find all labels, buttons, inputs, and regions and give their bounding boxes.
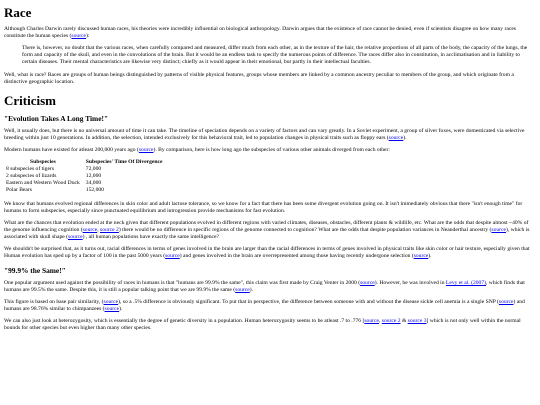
base-pair-source-link[interactable]: source [103, 299, 119, 305]
heterozygosity-source-2-link[interactable]: source 2 [381, 318, 401, 324]
table-row [6, 173, 168, 180]
race-definition-paragraph: Well, what is race? Races are groups of human beings distinguished by patterns of visible physical features, groups whose members are linked by a common ancestry peculiar to members of the group, and which originate from a distinctive geographic location. [4, 72, 514, 85]
table-header-cell: Subspecies' Time Of Divergence [85, 159, 163, 165]
evolution-speed-source-link[interactable]: source [165, 253, 180, 259]
venter-source-link[interactable]: source [360, 280, 375, 286]
same-paragraph-1: One popular argument used against the possibility of races in humans is that "humans are 99.9% the same", this claim was first made by Craig Venter in 2000 (source). However, he was involved in Levy et al. (2007), which finds that humans are 99.5% the same. Despite this, it is still a popular talking point that we are 99.9% the same (source). [4, 280, 525, 293]
subspecies-table [6, 159, 168, 194]
skull-shape-source-link[interactable]: source [68, 234, 83, 240]
same-paragraph-2: This figure is based on base pair similarity, (source), so a .5% difference is obviously significant. To put that in perspective, the difference between someone with and without the disease sickle cell anemia is a single SNP (source) and humans are 98.76% similar to chimpanzees (source). [4, 299, 525, 312]
table-cell: 8 subspecies of tigers [6, 166, 55, 172]
table-header-cell: Subspecies [29, 159, 56, 165]
table-row [6, 166, 168, 173]
snp-source-link[interactable]: source [498, 299, 514, 305]
levy-2007-link[interactable]: Levy et al. (2007) [445, 280, 486, 286]
table-cell: Polar Bears [6, 187, 32, 193]
heterozygosity-source-link[interactable]: source [364, 318, 379, 324]
table-cell: 72,000 [85, 166, 102, 172]
modern-humans-source-link[interactable]: source [138, 147, 154, 153]
table-cell: 2 subspecies of lizards [6, 173, 57, 179]
evolution-paragraph-3: We know that humans evolved regional differences in skin color and adult lactose tolerance, so we know for a fact that there has been some divergent evolution going on. It isn't immediately obvious that there "isn't enough time" for humans to form subspecies, especially since punctuated equilibrium and introgression provide mechanisms for fast evolution. [4, 201, 523, 214]
talking-point-source-link[interactable]: source [235, 287, 250, 293]
evolution-paragraph-4: What are the chances that evolution ended at the neck given that different populations evolved in different regions with varied climates, diseases, obstacles, different plants & wildlife, etc. What are the odds that despite almost ~40% of the genome influencing cognition (source, source 2) there would be no difference in specific regions of the genome connected to cognition? What are the odds that despite population variances in Neanderthal ancestry (source), which is associated with skull shape (source) , all human populations have exactly the same intelligence? [4, 220, 530, 240]
same-paragraph-3: We can also just look at heterozygosity, which is essentially the degree of genetic diversity in a population. Human heterozygosity seems to be atleast .7 to .776 [source, source 2 & source 3] which is not only well within the normal bounds for other species but even higher than many other species. [4, 318, 521, 331]
heterozygosity-source-3-link[interactable]: source 3 [407, 318, 427, 324]
evolution-paragraph-2: Modern humans have existed for atleast 200,000 years ago (source). By comparison, here is how long ago the subspecies of various other animals diverged from each other: [4, 147, 390, 153]
table-cell: Eastern and Western Wood Duck [6, 180, 80, 186]
criticism-heading: Criticism [4, 93, 56, 108]
foxes-source-link[interactable]: source [388, 135, 404, 141]
cognition-source-2-link[interactable]: source 2 [100, 227, 119, 233]
race-intro-source-link[interactable]: source [71, 33, 87, 39]
table-cell: 34,000 [85, 180, 102, 186]
evolution-heading: "Evolution Takes A Long Time!" [4, 114, 109, 123]
darwin-quote: There is, however, no doubt that the various races, when carefully compared and measured, differ much from each other, as in the texture of the hair, the relative proportions of all parts of the body, the capacity of the lungs, the form and capacity of the skull, and even in the convolutions of the brain. But it would be an endless task to specify the numerous points of difference. The races differ also in constitution, in acclimatisation and in liability to certain diseases. Their mental characteristics are likewise very distinct; chiefly as it would appear in their emotional, but partly in their intellectual faculties. [22, 45, 528, 65]
race-intro-text: Although Charles Darwin rarely discussed human races, his theories were incredibly influential on biological anthropology. Darwin argues that the existence of race cannot be denied, even if scientists disagree on how many races constitute the human species ( [4, 26, 516, 39]
chimpanzee-source-link[interactable]: source [104, 306, 120, 312]
same-heading: "99.9% the Same!" [4, 266, 66, 275]
evolution-paragraph-1: Well, it usually does, but there is no universal amount of time it can take. The timeline of speciation depends on a variety of factors and can vary greatly. In a Soviet experiment, a group of silver foxes, were domesticated via selective breeding within just 10 generations. In addition, the selection, intended exclusively for this behavioral trait, led to population changes in physical traits such as floppy ears (source). [4, 128, 525, 141]
evolution-paragraph-5: We shouldn't be surprised that, as it turns out, racial differences in terms of genes involved in the brain are larger than the racial differences in terms of genes involved in physical traits like skin color or hair texture, especially given that Human evolution has sped up by a factor of 100 in the past 5000 years (source) and genes involved in the brain are overrepresented among those having recently undergone selection (source). [4, 246, 530, 259]
table-cell: 12,000 [85, 173, 102, 179]
table-row [6, 180, 168, 187]
table-row [6, 187, 168, 194]
table-cell: 152,000 [85, 187, 104, 193]
race-intro-paragraph: Although Charles Darwin rarely discussed human races, his theories were incredibly influential on biological anthropology. Darwin argues that the existence of race cannot be denied, even if scientists disagree on how many races constitute the human species (source): [4, 26, 516, 39]
brain-selection-source-link[interactable]: source [413, 253, 429, 259]
neanderthal-source-link[interactable]: source [491, 227, 506, 233]
table-header-row [6, 159, 168, 166]
cognition-source-link[interactable]: source [82, 227, 98, 233]
race-heading: Race [4, 5, 32, 20]
